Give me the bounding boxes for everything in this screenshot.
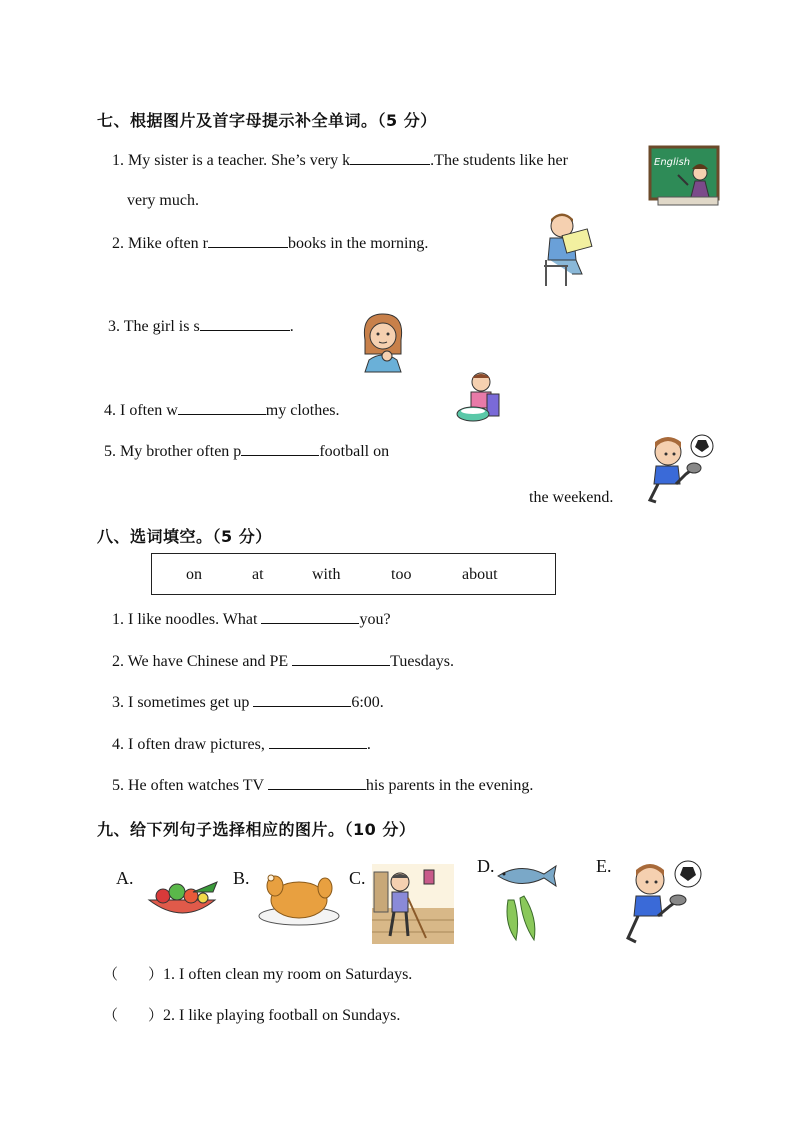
word-bank-item: with [312,566,341,583]
option-label-b: B. [233,868,250,888]
word-bank-box [151,553,556,595]
word-bank-item: on [186,566,202,583]
question-8-3: 3. I sometimes get up 6:00. [112,694,384,711]
boy-reading-illustration [536,210,600,288]
roast-chicken-illustration [255,866,343,928]
vegetables-bowl-illustration [143,878,221,922]
section-9-heading: 九、给下列句子选择相应的图片。（10 分） [97,820,416,839]
board-text: English [654,157,691,168]
word-bank-item: at [252,566,264,583]
answer-blank[interactable] [178,400,266,415]
washing-clothes-illustration [455,368,501,426]
section-8-heading: 八、选词填空。（5 分） [97,527,272,546]
word-bank-item: about [462,566,498,583]
boy-football-illustration [636,430,716,506]
question-8-1: 1. I like noodles. What you? [112,611,391,628]
teacher-blackboard-illustration [648,145,722,209]
answer-blank[interactable] [208,233,288,248]
question-7-2: 2. Mike often r books in the morning. [112,235,429,252]
answer-blank[interactable] [269,734,367,749]
question-8-5: 5. He often watches TV his parents in the evening. [112,777,534,794]
answer-blank[interactable] [241,441,319,456]
answer-blank[interactable] [268,775,366,790]
question-7-1-continued: very much. [127,192,199,209]
boy-football-option-illustration [614,856,704,946]
option-label-c: C. [349,868,366,888]
question-9-2: （ ）2. I like playing football on Sundays. [103,1006,401,1024]
question-7-4: 4. I often w my clothes. [104,402,340,419]
answer-blank[interactable] [261,609,359,624]
question-7-5-continued: the weekend. [529,489,614,506]
answer-blank[interactable] [350,150,430,165]
section-7-heading: 七、根据图片及首字母提示补全单词。（5 分） [97,111,437,130]
answer-blank[interactable] [200,316,290,331]
answer-parentheses[interactable]: （ ） [103,965,164,983]
question-7-3: 3. The girl is s . [108,318,294,335]
word-bank-item: too [391,566,412,583]
question-9-1: （ ）1. I often clean my room on Saturdays. [103,965,413,983]
option-label-e: E. [596,856,612,876]
fish-and-beans-illustration [490,860,560,944]
answer-blank[interactable] [253,692,351,707]
boy-cleaning-room-illustration [372,864,454,944]
option-label-d: D. [477,856,495,876]
answer-parentheses[interactable]: （ ） [103,1006,164,1024]
option-label-a: A. [116,868,134,888]
question-8-4: 4. I often draw pictures, . [112,736,371,753]
question-8-2: 2. We have Chinese and PE Tuesdays. [112,653,455,670]
answer-blank[interactable] [292,651,390,666]
girl-thinking-illustration [357,310,409,374]
question-7-5: 5. My brother often p football on [104,443,390,460]
question-7-1: 1. My sister is a teacher. She’s very k .The students like her [112,152,568,169]
